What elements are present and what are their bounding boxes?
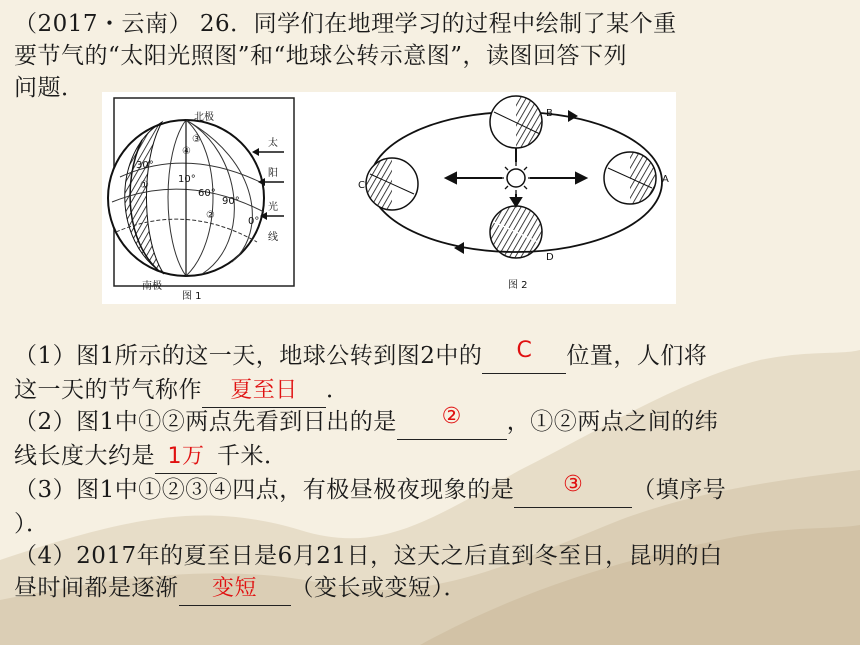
sub2-text-d: 千米．: [217, 443, 288, 469]
south-pole-label: 南极: [142, 281, 162, 292]
intro-line-3: 问题．: [14, 75, 85, 101]
sub4-text-b: 昼时间都是逐渐: [14, 575, 179, 601]
sub3-text-b: （填序号: [632, 477, 727, 503]
sub-question-4: [14, 540, 850, 606]
sub1-text-a: （1）图1所示的这一天，地球公转到图2中的: [14, 343, 483, 369]
mark-1: ①: [140, 180, 149, 191]
sub-question-2: [14, 406, 850, 474]
lat-30-label: 30°: [136, 160, 154, 171]
lat-60-label: 60°: [198, 188, 216, 199]
mark-2: ②: [206, 210, 215, 221]
sub1-answer-a: C: [516, 338, 533, 363]
sub3-text-a: （3）图1中①②③④四点，有极昼极夜现象的是: [14, 477, 515, 503]
lat-90-label: 90°: [222, 196, 240, 207]
figure-2-caption: 图 2: [508, 280, 528, 291]
intro-line-2: 要节气的“太阳光照图”和“地球公转示意图”，读图回答下列: [14, 43, 628, 69]
sub4-answer-a: 变短: [211, 576, 257, 601]
intro-line-1: （2017・云南） 26．同学们在地理学习的过程中绘制了某个重: [14, 11, 677, 37]
sunlight-char-3: 光: [268, 202, 278, 213]
position-b-label: B: [546, 108, 553, 119]
position-d-label: D: [546, 252, 554, 263]
sub2-blank-a[interactable]: [397, 406, 507, 440]
sub1-text-c: 这一天的节气称作: [14, 377, 202, 403]
figure-1-caption: 图 1: [182, 291, 202, 302]
sunlight-char-1: 太: [268, 138, 278, 149]
sub-question-3: [14, 474, 850, 540]
sunlight-char-4: 线: [268, 232, 278, 243]
figure-panel: [102, 92, 676, 304]
sub2-answer-a: ②: [441, 404, 462, 429]
position-a-label: A: [662, 174, 669, 185]
sub2-blank-b[interactable]: [155, 440, 217, 474]
sub-question-1: [14, 340, 850, 408]
earth-position-b: [490, 96, 542, 148]
sub3-answer-a: ③: [563, 472, 584, 497]
lat-10-label: 10°: [178, 174, 196, 185]
sub1-blank-a[interactable]: [482, 340, 566, 374]
figures-svg: [102, 92, 676, 304]
mark-3: ③: [192, 134, 201, 145]
earth-position-a: [604, 152, 656, 204]
sub1-text-b: 位置，人们将: [566, 343, 708, 369]
sub1-answer-b: 夏至日: [230, 378, 298, 403]
figure-1-sunlight-map: [108, 98, 294, 302]
sub2-answer-b: 1万: [167, 444, 205, 469]
question-intro: [14, 8, 850, 104]
sun-icon: [500, 162, 532, 194]
figure-2-revolution-diagram: [358, 96, 669, 291]
north-pole-label: 北极: [194, 112, 214, 123]
sub3-text-c: ）．: [14, 511, 50, 537]
sub4-text-c: （变长或变短）．: [290, 575, 467, 601]
sunlight-char-2: 阳: [268, 168, 278, 179]
earth-position-c: [366, 158, 418, 210]
sub2-text-b: ，①②两点之间的纬: [506, 409, 719, 435]
sub1-text-d: ．: [326, 377, 350, 403]
lat-0-label: 0°: [248, 216, 260, 227]
position-c-label: C: [358, 180, 365, 191]
mark-4: ④: [182, 146, 191, 157]
sub4-blank-a[interactable]: [179, 572, 291, 606]
sub1-blank-b[interactable]: [202, 374, 326, 408]
sub4-text-a: （4）2017年的夏至日是6月21日，这天之后直到冬至日，昆明的白: [14, 543, 723, 569]
sub3-blank-a[interactable]: [514, 474, 632, 508]
earth-position-d: [490, 206, 542, 258]
sub2-text-c: 线长度大约是: [14, 443, 155, 469]
sub2-text-a: （2）图1中①②两点先看到日出的是: [14, 409, 397, 435]
